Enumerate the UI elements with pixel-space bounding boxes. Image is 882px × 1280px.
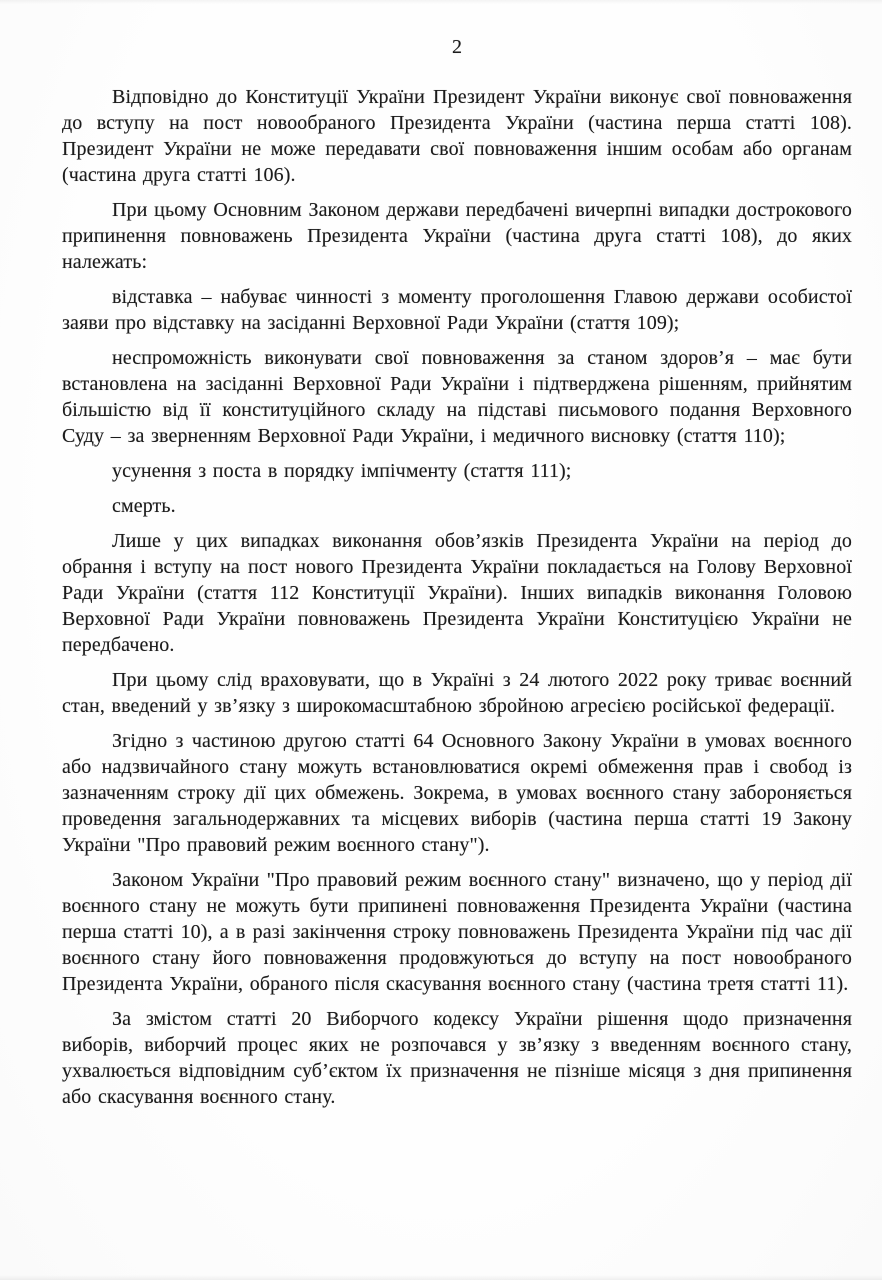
page-number: 2 — [452, 36, 462, 58]
paragraph: відставка – набуває чинності з моменту проголошення Главою держави особистої заяви про відставку на засіданні Верховної Ради України (стаття 109); — [62, 286, 852, 334]
paragraph: Лише у цих випадках виконання обов’язків Президента України на період до обрання і вступу на пост нового Президента України покладається на Голову Верховної Ради України (стаття 112 Конституції України). Інших випадків виконання Головою Верховної Ради України повноважень Президента України Конституцією України не передбачено. — [62, 530, 852, 656]
paragraph: Відповідно до Конституції України Президент України виконує свої повноваження до вступу на пост новообраного Президента України (частина перша статті 108). Президент України не може передавати свої повноваження іншим особам або органам (частина друга статті 106). — [62, 86, 852, 186]
paragraph: усунення з поста в порядку імпічменту (стаття 111); — [112, 460, 572, 482]
paragraph: Згідно з частиною другою статті 64 Основного Закону України в умовах воєнного або надзвичайного стану можуть встановлюватися окремі обмеження прав і свобод із зазначенням строку дії цих обмежень. Зокрема, в умовах воєнного стану забороняється проведення загальнодержавних та місцевих виборів (частина перша статті 19 Закону України "Про правовий режим воєнного стану"). — [62, 730, 852, 856]
scan-edge-artifact-top — [0, 0, 882, 4]
paragraph: Законом України "Про правовий режим воєнного стану" визначено, що у період дії воєнного стану не можуть бути припинені повноваження Президента України (частина перша статті 10), а в разі закінчення строку повноважень Президента України під час дії воєнного стану його повноваження продовжуються до вступу на пост новообраного Президента України, обраного після скасування воєнного стану (частина третя статті 11). — [62, 869, 852, 995]
paragraph: При цьому Основним Законом держави передбачені вичерпні випадки дострокового припинення повноважень Президента України (частина друга статті 108), до яких належать: — [62, 199, 852, 273]
scan-edge-artifact-bottom — [0, 1275, 882, 1280]
paragraph: При цьому слід враховувати, що в Україні з 24 лютого 2022 року триває воєнний стан, введений у зв’язку з широкомасштабною збройною агресією російської федерації. — [62, 669, 852, 717]
paragraph: смерть. — [112, 495, 176, 517]
paragraph: неспроможність виконувати свої повноваження за станом здоров’я – має бути встановлена на засіданні Верховної Ради України і підтверджена рішенням, прийнятим більшістю від її конституційного складу на підставі письмового подання Верховного Суду – за зверненням Верховної Ради України, і медичного висновку (стаття 110); — [62, 347, 852, 447]
document-body — [62, 84, 852, 1110]
paragraph: За змістом статті 20 Виборчого кодексу України рішення щодо призначення виборів, виборчий процес яких не розпочався у зв’язку з введенням воєнного стану, ухвалюється відповідним суб’єктом їх призначення не пізніше місяця з дня припинення або скасування воєнного стану. — [62, 1008, 852, 1108]
